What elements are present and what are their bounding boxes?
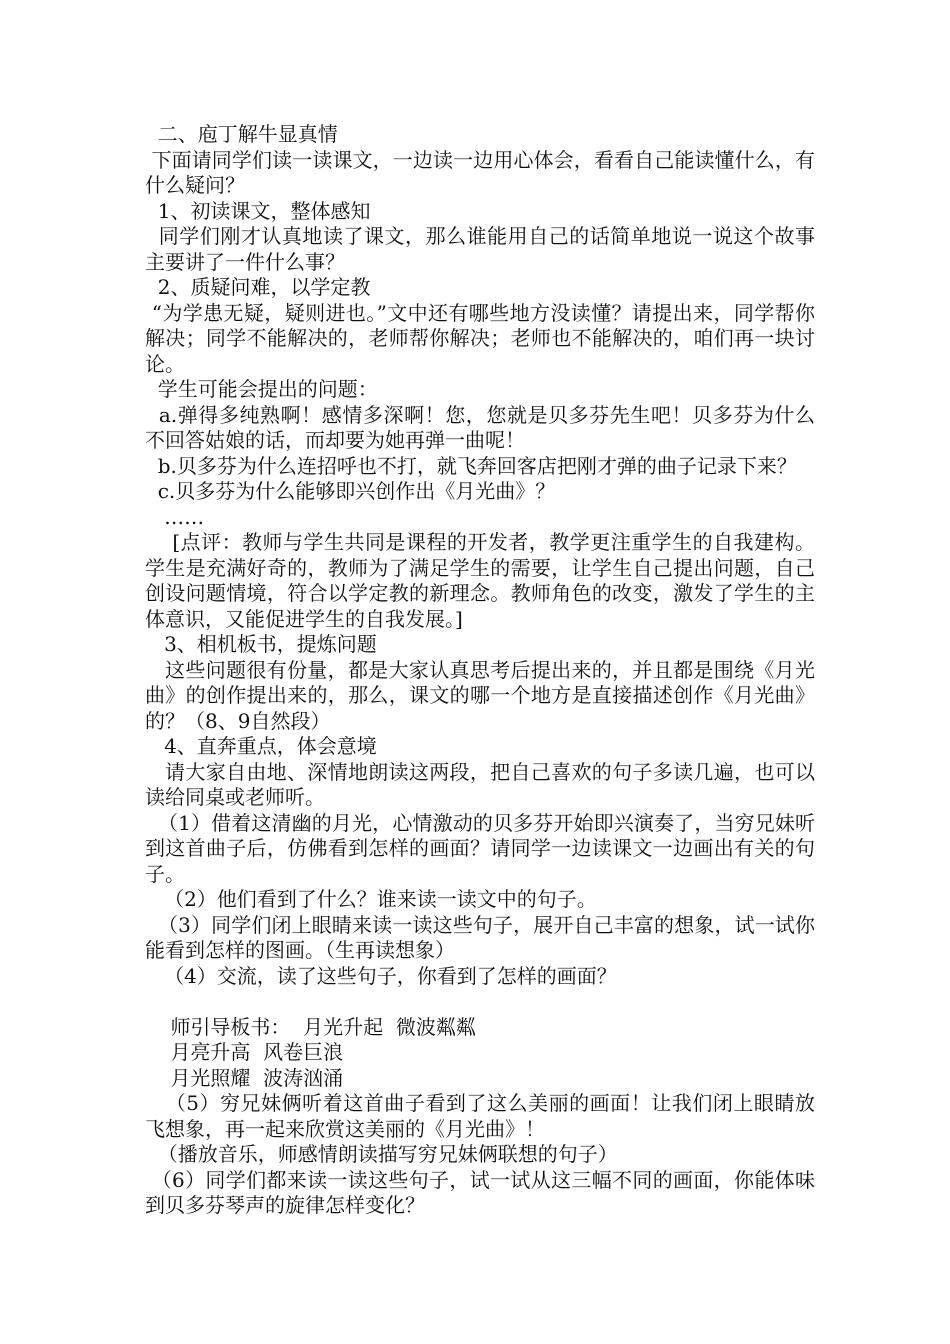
subsection-title-4: 4、直奔重点，体会意境 [145,734,377,758]
board-line: 月光照耀 波涛汹涌 [145,1065,344,1090]
subsection-title-1: 1、初读课文，整体感知 [145,198,371,223]
paragraph-4: 请大家自由地、深情地朗读这两段，把自己喜欢的句子多读几遍，也可以读给同桌或老师听。 [145,759,816,809]
paragraph-2: “为学患无疑，疑则进也。”文中还有哪些地方没读懂？请提出来，同学帮你解决；同学不能解决的，老师帮你解决；老师也不能解决的，咱们再一块讨论。 [145,300,815,376]
paragraph-3: 这些问题很有份量，都是大家认真思考后提出来的，并且都是围绕《月光曲》的创作提出来的，那么，课文的哪一个地方是直接描述创作《月光曲》的？（8、9自然段） [145,657,816,733]
board-line: 月亮升高 风卷巨浪 [145,1040,344,1064]
subsection-title-2: 2、质疑问难，以学定教 [145,275,371,299]
list-item: （3）同学们闭上眼睛来读一读这些句子，展开自己丰富的想象，试一试你能看到怎样的图画。（生再读想象） [145,912,815,962]
music-note: （播放音乐，师感情朗读描写穷兄妹俩联想的句子） [145,1142,618,1166]
list-item: （2）他们看到了什么？谁来读一读文中的句子。 [145,887,597,911]
question-b: b.贝多芬为什么连招呼也不打，就飞奔回客店把刚才弹的曲子记录下来？ [145,453,797,478]
questions-intro: 学生可能会提出的问题： [145,377,378,401]
ellipsis: …… [145,504,205,529]
paragraph-1: 同学们刚才认真地读了课文，那么谁能用自己的话简单地说一说这个故事主要讲了一件什么事？ [145,224,815,274]
board-line: 师引导板书： 月光升起 微波粼粼 [145,1014,476,1039]
paragraph-intro: 下面请同学们读一读课文，一边读一边用心体会，看看自己能读懂什么，有什么疑问？ [145,147,815,197]
list-item: （1）借着这清幽的月光，心情激动的贝多芬开始即兴演奏了，当穷兄妹听到这首曲子后，仿佛看到怎样的画面？请同学一边读课文一边画出有关的句子。 [145,810,815,886]
blank-line [145,989,815,1015]
list-item: （6）同学们都来读一读这些句子，试一试从这三幅不同的画面，你能体味到贝多芬琴声的旋律怎样变化？ [145,1167,816,1217]
comment-block: [点评：教师与学生共同是课程的开发者，教学更注重学生的自我建构。学生是充满好奇的，教师为了满足学生的需要，让学生自己提出问题，自己创设问题情境，符合以学定教的新理念。教师角色的改变，激发了学生的主体意识，又能促进学生的自我发展。] [145,530,815,631]
list-item: （5）穷兄妹俩听着这首曲子看到了这么美丽的画面！让我们闭上眼睛放飞想象，再一起来欣赏这美丽的《月光曲》！ [145,1091,815,1141]
subsection-title-3: 3、相机板书，提炼问题 [145,632,377,656]
question-c: c.贝多芬为什么能够即兴创作出《月光曲》？ [145,479,556,503]
question-a: a.弹得多纯熟啊！感情多深啊！您，您就是贝多芬先生吧！贝多芬为什么不回答姑娘的话，而却要为她再弹一曲呢！ [145,402,816,452]
document-body [145,122,815,1219]
section-heading: 二、庖丁解牛显真情 [145,122,338,146]
list-item: （4）交流，读了这些句子，你看到了怎样的画面？ [145,963,617,988]
